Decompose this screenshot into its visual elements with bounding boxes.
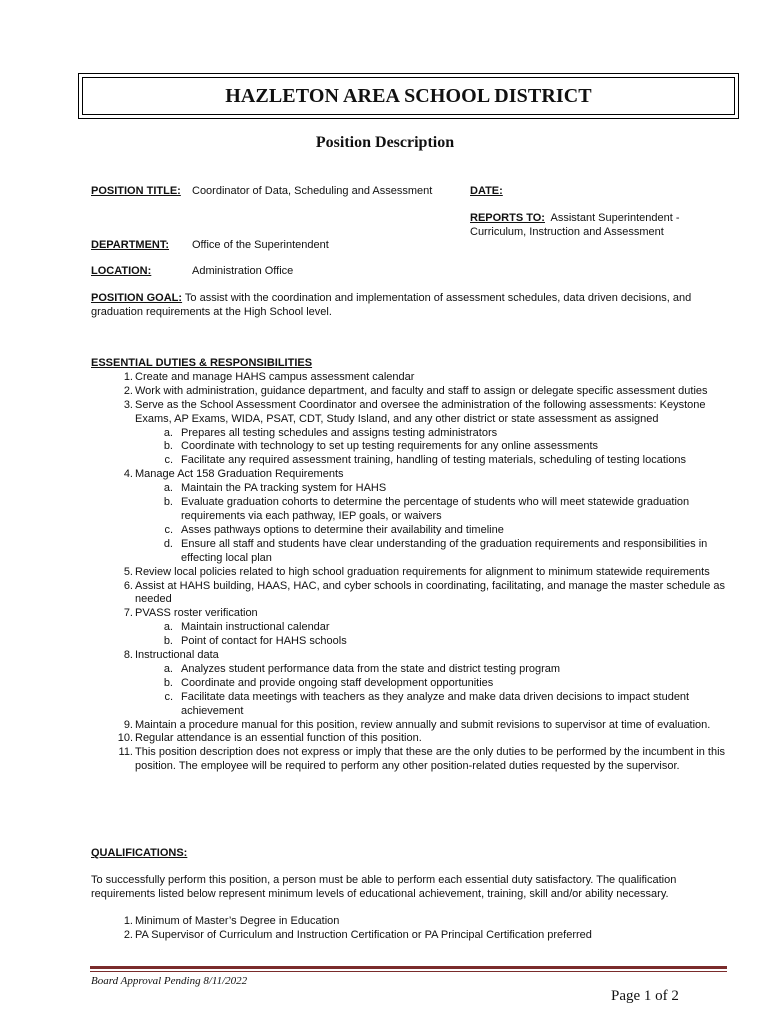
duty-subitem-text: Asses pathways options to determine their availability and timeline xyxy=(181,523,504,536)
qualification-number: 2. xyxy=(123,928,133,941)
duty-subitem-text: Prepares all testing schedules and assigns testing administrators xyxy=(181,426,498,439)
duty-number: 4. xyxy=(123,468,133,481)
duty-number: 1. xyxy=(123,370,133,383)
duty-number: 2. xyxy=(123,384,133,397)
duty-item xyxy=(91,746,741,774)
duties-list xyxy=(91,371,741,774)
duty-subitem-text: Ensure all staff and students have clear understanding of the graduation requirements and responsibilities in effecting local plan xyxy=(181,537,708,564)
duty-number: 11. xyxy=(118,746,133,759)
duty-item xyxy=(91,566,741,580)
duty-text: Review local policies related to high school graduation requirements for alignment to minimum statewide requirements xyxy=(135,565,710,578)
footer-rule-thin xyxy=(90,971,727,972)
duty-subitem-text: Point of contact for HAHS schools xyxy=(181,635,347,648)
duty-number: 5. xyxy=(123,565,133,578)
qualifications-section xyxy=(91,847,741,943)
duty-subitem-text: Analyzes student performance data from the state and district testing program xyxy=(181,662,561,675)
reports-to xyxy=(470,212,730,240)
duty-subitem xyxy=(91,663,741,677)
duty-subitem-letter: b. xyxy=(163,676,173,689)
duty-subitem-text: Maintain instructional calendar xyxy=(181,621,330,634)
position-goal xyxy=(91,292,721,320)
duty-text: Maintain a procedure manual for this position, review annually and submit revisions to supervisor at time of evaluation. xyxy=(135,718,711,731)
duty-subitem-text: Maintain the PA tracking system for HAHS xyxy=(181,482,387,495)
qualifications-intro: To successfully perform this position, a person must be able to perform each essential duty satisfactory. The qualification requirements listed below represent minimum levels of educational achievement, training, skill and/or ability necessary. xyxy=(91,873,677,900)
duty-text: Work with administration, guidance department, and faculty and staff to assign or delegate specific assessment duties xyxy=(135,384,708,397)
duty-subitem xyxy=(91,427,741,441)
duty-subitem xyxy=(91,454,741,468)
qualification-item xyxy=(91,929,741,943)
duty-subitem-letter: c. xyxy=(164,690,173,703)
duty-subitem xyxy=(91,538,741,566)
duty-subitem xyxy=(91,621,741,635)
reports-to-line2: Curriculum, Instruction and Assessment xyxy=(470,225,664,238)
duty-subitem xyxy=(91,691,741,719)
location-value: Administration Office xyxy=(192,265,294,277)
board-approval-note: Board Approval Pending 8/11/2022 xyxy=(91,975,248,987)
duty-subitem-letter: c. xyxy=(164,454,173,467)
qualification-item xyxy=(91,915,741,929)
duty-subitem-text: Facilitate any required assessment training, handling of testing materials, scheduling of testing locations xyxy=(181,454,687,467)
duty-subitem xyxy=(91,635,741,649)
duty-subitem-text: Coordinate with technology to set up testing requirements for any online assessments xyxy=(181,440,599,453)
duty-subitem-text: Evaluate graduation cohorts to determine the percentage of students who will meet statewide graduation requirements via each pathway, IEP goals, or waivers xyxy=(181,496,690,522)
duty-number: 9. xyxy=(123,718,133,731)
title-box xyxy=(78,73,739,119)
position-title-value: Coordinator of Data, Scheduling and Assessment xyxy=(192,185,433,197)
duty-subitem-letter: a. xyxy=(163,621,173,634)
duty-subitem-letter: b. xyxy=(163,440,173,453)
duty-item xyxy=(91,607,741,621)
position-goal-text: To assist with the coordination and implementation of assessment schedules, data driven decisions, and graduation requirements at the High School level. xyxy=(91,292,692,318)
document-subtitle: Position Description xyxy=(315,134,455,151)
duties-section xyxy=(91,357,741,774)
department-label: DEPARTMENT: xyxy=(91,239,170,251)
qualifications-list xyxy=(91,915,741,943)
duty-number: 8. xyxy=(123,649,133,662)
department-value: Office of the Superintendent xyxy=(192,239,329,251)
duty-number: 3. xyxy=(123,398,133,411)
duty-subitem-text: Coordinate and provide ongoing staff development opportunities xyxy=(181,676,494,689)
duty-subitem-letter: b. xyxy=(163,496,173,509)
duty-item xyxy=(91,580,741,608)
duty-number: 7. xyxy=(123,607,133,620)
duty-text: PVASS roster verification xyxy=(135,607,258,620)
qualification-text: Minimum of Master’s Degree in Education xyxy=(135,914,340,927)
duty-item xyxy=(91,649,741,663)
duty-subitem xyxy=(91,496,741,524)
duty-text: Create and manage HAHS campus assessment calendar xyxy=(135,370,415,383)
duty-text: Instructional data xyxy=(135,649,219,662)
duties-heading: ESSENTIAL DUTIES & RESPONSIBILITIES xyxy=(91,357,313,369)
duty-text: Manage Act 158 Graduation Requirements xyxy=(135,468,344,481)
duty-text: This position description does not express or imply that these are the only duties to be performed by the incumbent in this position. The employee will be required to perform any other position-related duties requested by the supervisor. xyxy=(135,746,726,773)
duty-item xyxy=(91,468,741,482)
duty-subitem-letter: d. xyxy=(163,537,173,550)
duty-subitem-letter: a. xyxy=(163,482,173,495)
reports-to-line1: Assistant Superintendent - xyxy=(550,212,680,224)
duty-item xyxy=(91,385,741,399)
duty-subitem xyxy=(91,440,741,454)
duty-item xyxy=(91,399,741,427)
duty-subitem-letter: c. xyxy=(164,523,173,536)
qualification-number: 1. xyxy=(123,914,133,927)
date-label: DATE: xyxy=(470,185,503,197)
footer-rule-thick xyxy=(90,966,727,969)
title-box-inner xyxy=(82,77,735,115)
duty-text: Assist at HAHS building, HAAS, HAC, and cyber schools in coordinating, facilitating, and manage the master schedule as needed xyxy=(135,579,726,606)
district-title: HAZLETON AREA SCHOOL DISTRICT xyxy=(225,84,592,107)
qualification-text: PA Supervisor of Curriculum and Instruction Certification or PA Principal Certification preferred xyxy=(135,928,592,941)
duty-subitem xyxy=(91,677,741,691)
duty-item xyxy=(91,732,741,746)
duty-number: 10. xyxy=(117,732,133,745)
duty-subitem-letter: a. xyxy=(163,662,173,675)
duty-subitem xyxy=(91,524,741,538)
location-label: LOCATION: xyxy=(91,265,152,277)
position-goal-label: POSITION GOAL: xyxy=(91,292,183,304)
duty-subitem xyxy=(91,482,741,496)
qualifications-heading: QUALIFICATIONS: xyxy=(91,847,188,859)
duty-text: Serve as the School Assessment Coordinator and oversee the administration of the following assessments: Keystone Exams, AP Exams, WIDA, PSAT, CDT, Study Island, and any other district or state assessment as assigned xyxy=(135,398,706,425)
page-number: Page 1 of 2 xyxy=(611,988,679,1004)
duty-item xyxy=(91,719,741,733)
position-title-label: POSITION TITLE: xyxy=(91,185,181,197)
duty-subitem-letter: a. xyxy=(163,426,173,439)
duty-number: 6. xyxy=(123,579,133,592)
duty-subitem-letter: b. xyxy=(163,635,173,648)
reports-to-label: REPORTS TO: xyxy=(470,212,545,224)
duty-item xyxy=(91,371,741,385)
duty-text: Regular attendance is an essential function of this position. xyxy=(135,732,422,745)
duty-subitem-text: Facilitate data meetings with teachers as they analyze and make data driven decisions to impact student achievement xyxy=(181,690,690,717)
